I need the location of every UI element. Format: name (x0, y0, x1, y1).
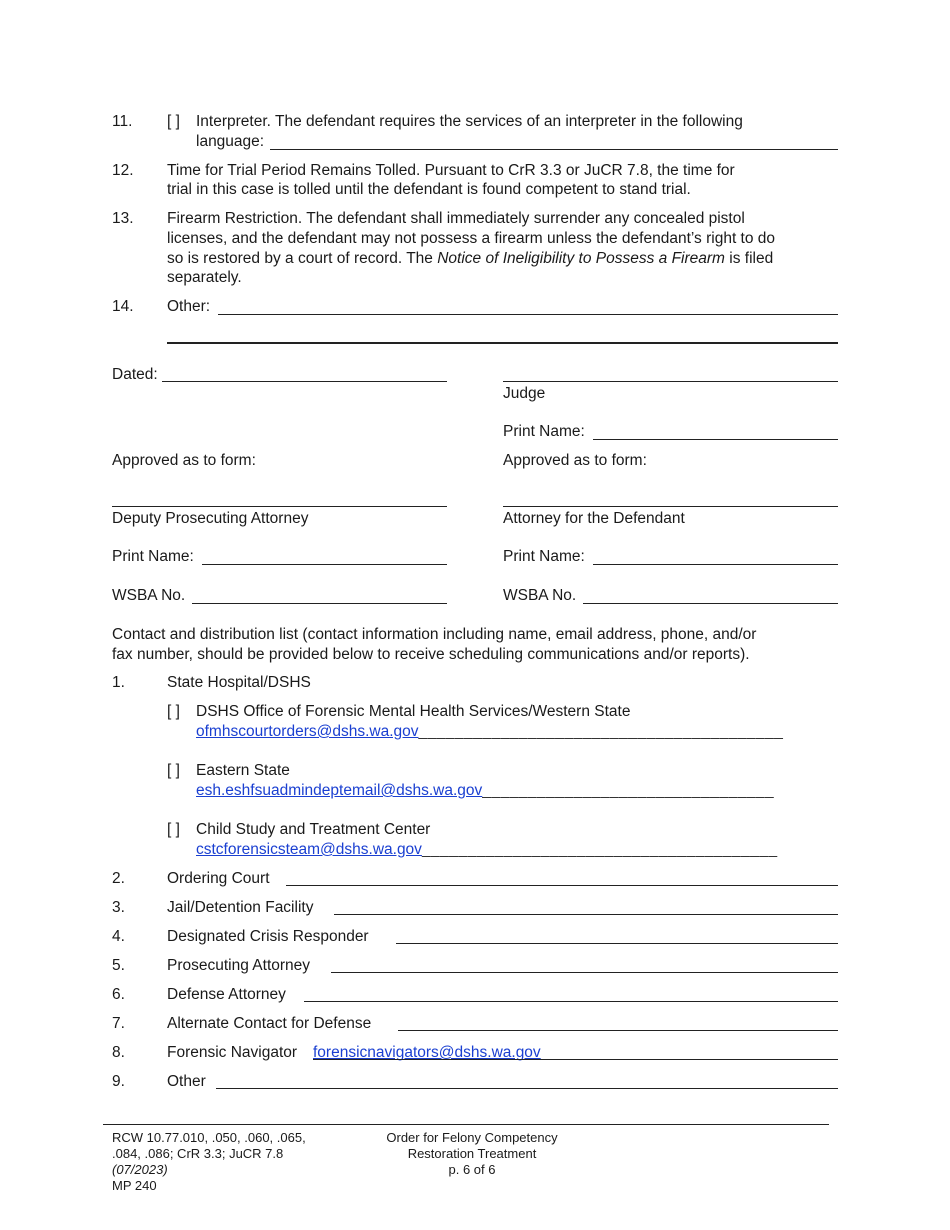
item-12-text (167, 162, 735, 180)
contact-7-number: 7. (112, 1015, 125, 1032)
contact-intro-line2: fax number, should be provided below to receive scheduling communications and/or reports). (112, 646, 750, 663)
footer-page-number: p. 6 of 6 (448, 1162, 496, 1177)
prosecutor-print-name-label: Print Name: (112, 548, 194, 565)
approved-right-label: Approved as to form: (503, 452, 647, 469)
item-14-other-field[interactable] (218, 314, 838, 315)
deputy-prosecutor-label: Deputy Prosecuting Attorney (112, 510, 309, 527)
item-14-other-field-2[interactable] (167, 342, 838, 344)
item-13-text (167, 210, 745, 228)
contact-5-label: Prosecuting Attorney (167, 957, 311, 974)
dated-label: Dated: (112, 366, 158, 383)
contact-9-number: 9. (112, 1073, 125, 1090)
notice-title: Notice of Ineligibility to Possess a Firearm (437, 250, 725, 267)
approved-left-label: Approved as to form: (112, 452, 256, 469)
contact-5-number: 5. (112, 957, 125, 974)
item-14-label: Other: (167, 298, 211, 315)
dated-field[interactable] (162, 381, 447, 382)
footer-title-line2: Restoration Treatment (407, 1146, 537, 1161)
prosecutor-wsba-field[interactable] (192, 603, 447, 604)
item-12-number: 12. (112, 162, 134, 179)
defense-wsba-field[interactable] (583, 603, 838, 604)
contact-4-field[interactable] (396, 943, 838, 944)
cstc-checkbox[interactable]: [ ] (167, 821, 180, 838)
contact-3-label: Jail/Detention Facility (167, 899, 314, 916)
item-13-number: 13. (112, 210, 134, 227)
contact-8-label: Forensic Navigator (167, 1044, 298, 1061)
item-11-checkbox[interactable]: [ ] (167, 113, 180, 130)
cstc-name: Child Study and Treatment Center (196, 821, 431, 838)
footer-title-line1: Order for Felony Competency (386, 1130, 558, 1145)
contact-5-field[interactable] (331, 972, 838, 973)
contact-7-label: Alternate Contact for Defense (167, 1015, 372, 1032)
item-11-body: The defendant requires the services of an interpreter in the following (275, 113, 743, 130)
footer-divider (103, 1124, 829, 1125)
eastern-line (196, 782, 774, 800)
ofmhs-blank[interactable]: ________________________________________ (418, 723, 784, 740)
cstc-email-link[interactable]: cstcforensicsteam@dshs.wa.gov (196, 841, 422, 858)
item-12-line2: trial in this case is tolled until the defendant is found competent to stand trial. (167, 181, 691, 198)
cstc-line (196, 841, 778, 859)
contact-2-field[interactable] (286, 885, 838, 886)
prosecutor-print-name-field[interactable] (202, 564, 447, 565)
item-13-line3a: so is restored by a court of record. The (167, 250, 433, 267)
eastern-email-link[interactable]: esh.eshfsuadmindeptemail@dshs.wa.gov (196, 782, 483, 799)
item-14-number: 14. (112, 298, 134, 315)
footer-revision-date: (07/2023) (112, 1162, 168, 1177)
defense-attorney-label: Attorney for the Defendant (503, 510, 685, 527)
defense-print-name-field[interactable] (593, 564, 838, 565)
prosecutor-wsba-label: WSBA No. (112, 587, 186, 604)
footer-rcw-line2: .084, .086; CrR 3.3; JuCR 7.8 (112, 1146, 284, 1161)
item-12-title: Time for Trial Period Remains Tolled. (167, 162, 421, 179)
footer-rcw-line1: RCW 10.77.010, .050, .060, .065, (112, 1130, 306, 1145)
contact-1-label: State Hospital/DSHS (167, 674, 311, 691)
judge-signature-line[interactable] (503, 381, 838, 382)
contact-4-number: 4. (112, 928, 125, 945)
contact-3-number: 3. (112, 899, 125, 916)
item-13-line3b: is filed (729, 250, 774, 267)
ofmhs-name: DSHS Office of Forensic Mental Health Services/Western State (196, 703, 631, 720)
footer-form-number: MP 240 (112, 1178, 157, 1193)
contact-9-label: Other (167, 1073, 206, 1090)
ofmhs-checkbox[interactable]: [ ] (167, 703, 180, 720)
contact-intro-line1: Contact and distribution list (contact information including name, email address, phone, and/or (112, 626, 757, 643)
contact-8-email-link[interactable]: forensicnavigators@dshs.wa.gov (313, 1044, 541, 1061)
item-12-body: Pursuant to CrR 3.3 or JuCR 7.8, the time for (424, 162, 735, 179)
item-13-line4: separately. (167, 269, 242, 286)
item-13-title: Firearm Restriction. (167, 210, 303, 227)
ofmhs-email-link[interactable]: ofmhscourtorders@dshs.wa.gov (196, 723, 419, 740)
contact-6-field[interactable] (304, 1001, 838, 1002)
defense-print-name-label: Print Name: (503, 548, 585, 565)
contact-4-label: Designated Crisis Responder (167, 928, 369, 945)
contact-2-number: 2. (112, 870, 125, 887)
item-11-text (196, 113, 743, 131)
eastern-blank[interactable]: ________________________________ (482, 782, 775, 799)
defense-signature-line[interactable] (503, 506, 838, 507)
item-13-line2: licenses, and the defendant may not possess a firearm unless the defendant’s right to do (167, 230, 776, 247)
item-11-number: 11. (112, 113, 133, 130)
judge-print-name-field[interactable] (593, 439, 838, 440)
eastern-name: Eastern State (196, 762, 290, 779)
item-11-title: Interpreter. (196, 113, 271, 130)
item-11-language-label: language: (196, 133, 265, 150)
defense-wsba-label: WSBA No. (503, 587, 577, 604)
cstc-blank[interactable]: _______________________________________ (421, 841, 778, 858)
item-11-language-field[interactable] (270, 149, 838, 150)
item-13-body: The defendant shall immediately surrender any concealed pistol (306, 210, 745, 227)
judge-label: Judge (503, 385, 546, 402)
prosecutor-signature-line[interactable] (112, 506, 447, 507)
contact-8-number: 8. (112, 1044, 125, 1061)
contact-1-number: 1. (112, 674, 125, 691)
contact-7-field[interactable] (398, 1030, 838, 1031)
contact-9-field[interactable] (216, 1088, 838, 1089)
ofmhs-line (196, 723, 783, 741)
contact-3-field[interactable] (334, 914, 838, 915)
contact-6-number: 6. (112, 986, 125, 1003)
eastern-checkbox[interactable]: [ ] (167, 762, 180, 779)
contact-2-label: Ordering Court (167, 870, 270, 887)
judge-print-name-label: Print Name: (503, 423, 585, 440)
contact-6-label: Defense Attorney (167, 986, 286, 1003)
item-13-line3 (167, 250, 773, 268)
contact-8-field[interactable] (313, 1059, 838, 1060)
